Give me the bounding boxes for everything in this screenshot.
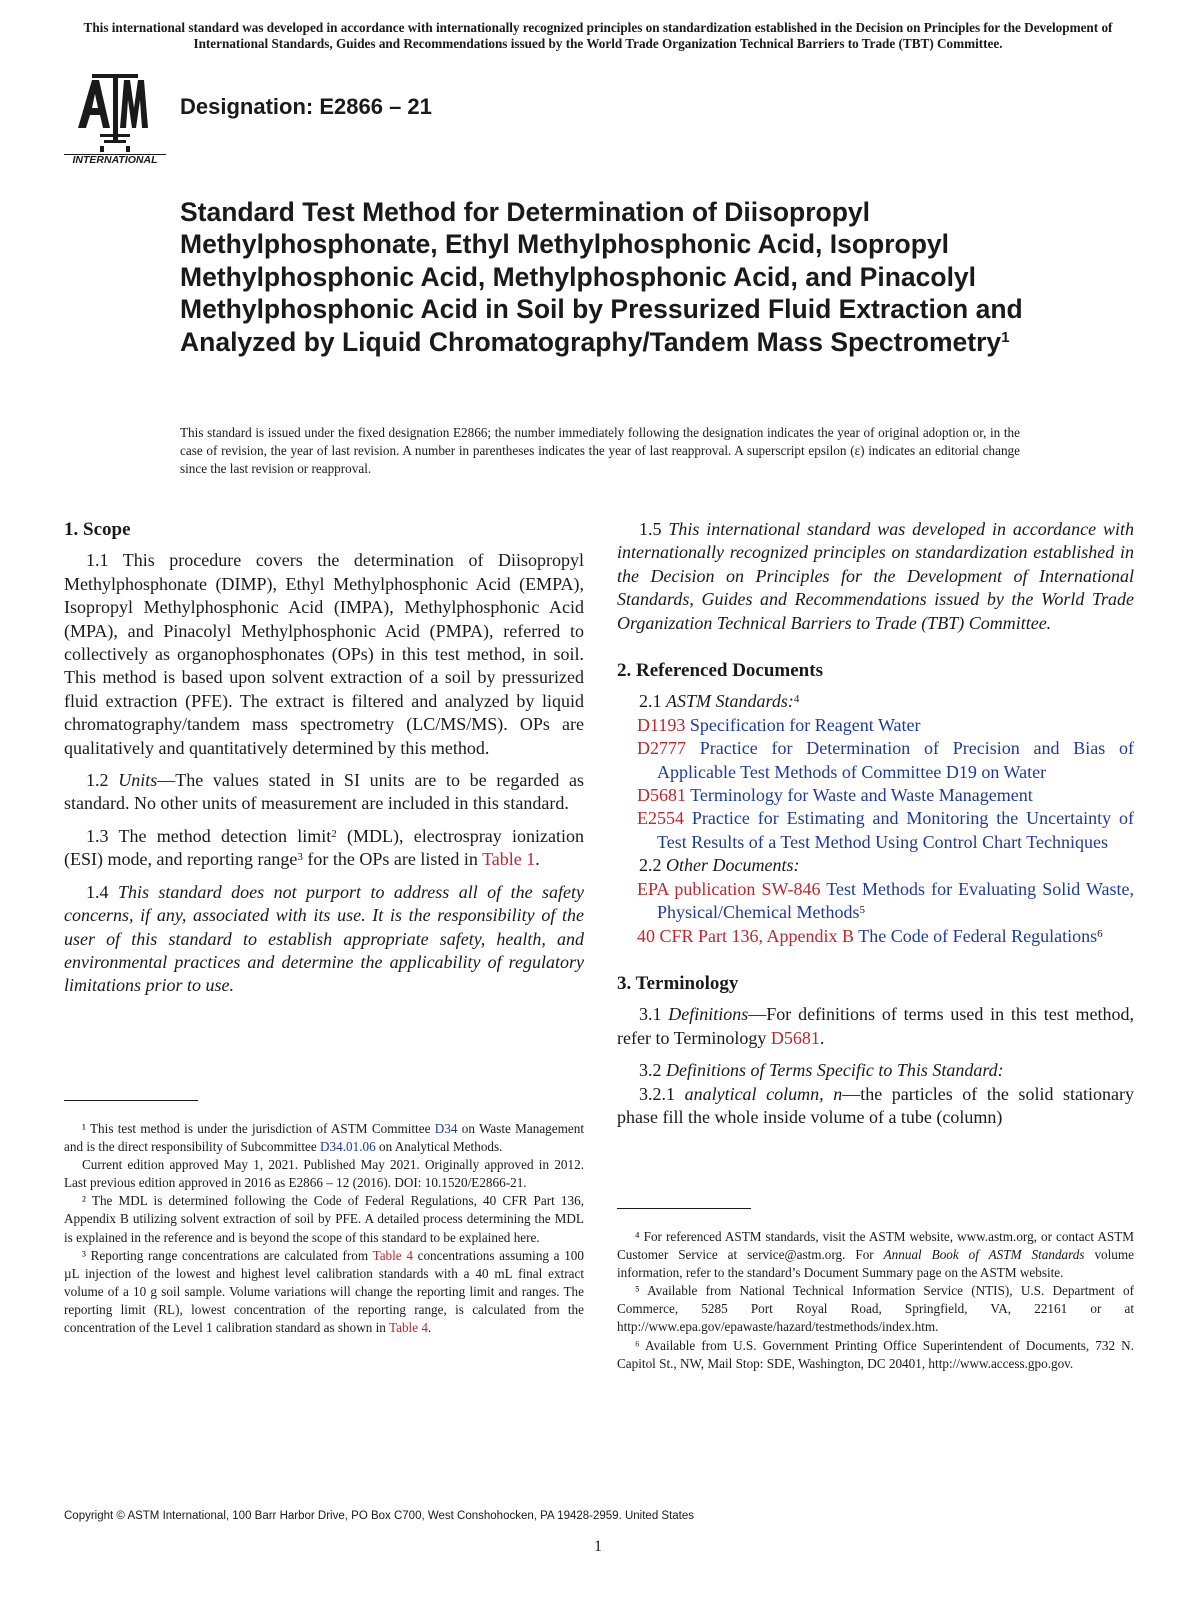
para-1-4 [64, 881, 584, 998]
para-1-2 [64, 769, 584, 816]
para-3-1 [617, 1003, 1134, 1050]
fn-text: on Waste Management and is the direct responsibility of Subcommittee [64, 1121, 584, 1155]
para-text: —The values stated in SI units are to be regarded as standard. No other units of measurement are included in this standard. [64, 770, 585, 814]
ref-code-link[interactable]: D5681 [637, 785, 686, 806]
para-num: 1.2 [86, 770, 119, 791]
para-italic: analytical column, n [684, 1083, 843, 1104]
ref-code-link[interactable]: D2777 [637, 738, 686, 759]
fn-text: volume information, refer to the standard’s Document Summary page on the ASTM website. [617, 1247, 1134, 1281]
document-title [180, 196, 1060, 358]
table-4-link[interactable]: Table 4 [372, 1247, 413, 1263]
footnote-divider-right [617, 1208, 751, 1209]
ref-title-link[interactable]: Terminology for Waste and Waste Management [686, 785, 1033, 806]
fn-italic: Annual Book of ASTM Standards [883, 1247, 1085, 1263]
footnote-3 [64, 1247, 584, 1337]
d34-01-06-link[interactable]: D34.01.06 [320, 1139, 376, 1155]
para-italic: Definitions of Terms Specific to This Standard: [666, 1060, 1004, 1081]
para-num: 3.2 [639, 1060, 666, 1081]
para-text: for the OPs are listed in [302, 849, 483, 870]
para-text: . [535, 849, 540, 870]
fn-text: . [427, 1320, 432, 1336]
ref-title-link[interactable]: Test Methods for Evaluating Solid Waste, Physical/Chemical Methods [657, 878, 1134, 923]
footnote-mark: 5 [859, 904, 865, 917]
footnote-5: ⁵ Available from National Technical Information Service (NTIS), U.S. Department of Commerce, 5285 Port Royal Road, Springfield, VA, 22161 or at http://www.epa.gov/epawaste/hazard/testmethods/index.htm. [617, 1283, 1134, 1335]
logo-subtitle: INTERNATIONAL [72, 154, 158, 164]
ref-item-epa[interactable] [617, 878, 1134, 925]
copyright: Copyright © ASTM International, 100 Barr Harbor Drive, PO Box C700, West Conshohocken, PA 19428-2959. United States [64, 1510, 695, 1522]
ref-title-link[interactable]: The Code of Federal Regulations [854, 925, 1098, 946]
table-1-link[interactable]: Table 1 [482, 849, 536, 870]
footnote-mark: 6 [1097, 927, 1103, 940]
footnote-6: ⁶ Available from U.S. Government Printing Office Superintendent of Documents, 732 N. Capitol St., NW, Mail Stop: SDE, Washington, DC 20401, http://www.access.gpo.gov. [617, 1337, 1134, 1371]
ref-item-d2777[interactable] [617, 737, 1134, 784]
ref-item-cfr[interactable] [617, 925, 1134, 948]
footnotes-right [617, 1228, 1134, 1373]
footnote-1-edition: Current edition approved May 1, 2021. Published May 2021. Originally approved in 2012. Last previous edition approved in 2016 as E2866 – 12 (2016). DOI: 10.1520/E2866-21. [64, 1157, 584, 1191]
astm-logo [62, 70, 168, 164]
ref-item-d5681[interactable] [617, 784, 1134, 807]
fn-text: ¹ This test method is under the jurisdiction of ASTM Committee [82, 1121, 435, 1136]
para-num: 1.5 [639, 519, 669, 539]
fn-text: ³ Reporting range concentrations are calculated from [82, 1247, 373, 1263]
para-italic: ASTM Standards: [666, 691, 794, 712]
ref-code-link[interactable]: EPA publication SW-846 [637, 878, 821, 899]
para-num: 1.4 [86, 881, 118, 902]
designation: Designation: E2866 – 21 [180, 94, 432, 119]
ref-code-link[interactable]: D1193 [637, 714, 686, 735]
terminology-heading: 3. Terminology [617, 972, 739, 994]
para-italic: Definitions [668, 1004, 749, 1025]
para-text: —For definitions of terms used in this test method, refer to Terminology [617, 1004, 1134, 1048]
refdocs-heading: 2. Referenced Documents [617, 660, 823, 682]
footnote-mark: 4 [793, 693, 800, 706]
title-footnote-mark: 1 [1001, 328, 1010, 346]
para-1-3 [64, 825, 584, 872]
issue-note: This standard is issued under the fixed designation E2866; the number immediately following the designation indicates the year of original adoption or, in the case of revision, the year of last revision. A number in parentheses indicates the year of last reapproval. A superscript epsilon (ε) indicates an editorial change since the last revision or reapproval. [180, 425, 1020, 476]
page-number: 1 [594, 1538, 602, 1555]
ref-title-link[interactable]: Practice for Determination of Precision and Bias of Applicable Test Methods of Committee D19 on Water [657, 738, 1134, 782]
para-italic: This standard does not purport to address all of the safety concerns, if any, associated with its use. It is the responsibility of the user of this standard to establish appropriate safety, health, and environmental practices and determine the applicability of regulatory limitations prior to use. [64, 881, 584, 996]
para-3-2 [617, 1059, 1134, 1082]
left-column [64, 518, 584, 998]
table-4-link[interactable]: Table 4 [388, 1320, 428, 1336]
top-notice: This international standard was developed in accordance with internationally recognized principles on standardization established in the Decision on Principles for the Development of International Standards, Guides and Recommendations issued by the World Trade Organization Technical Barriers to Trade (TBT) Committee. [83, 20, 1113, 51]
para-text: 1.3 The method detection limit [86, 825, 332, 846]
para-italic: Other Documents: [666, 855, 800, 876]
title-text: Standard Test Method for Determination of Diisopropyl Methylphosphonate, Ethyl Methylphosphonic Acid, Isopropyl Methylphosphonic Acid, Methylphosphonic Acid, and Pinacolyl Methylphosphonic Acid in Soil by Pressurized Fluid Extraction and Analyzed by Liquid Chromatography/Tandem Mass Spectrometry [180, 197, 1023, 357]
para-text: —the particles of the solid stationary phase fill the whole inside volume of a tube (column) [617, 1083, 1134, 1127]
ref-code-link[interactable]: E2554 [637, 808, 684, 829]
footnotes-left [64, 1120, 584, 1337]
para-2-2 [617, 854, 1134, 877]
fn-text: ⁴ For referenced ASTM standards, visit the ASTM website, www.astm.org, or contact ASTM Customer Service at service@astm.org. For [617, 1229, 1134, 1263]
para-italic: This international standard was developed in accordance with internationally recognized principles on standardization established in the Decision on Principles for the Development of International Standards, Guides and Recommendations issued by the World Trade Organization Technical Barriers to Trade (TBT) Committee. [617, 519, 1134, 633]
ref-title-link[interactable]: Practice for Estimating and Monitoring the Uncertainty of Test Results of a Test Method Using Control Chart Techniques [657, 808, 1134, 852]
scope-heading: 1. Scope [64, 519, 131, 540]
para-num: 2.1 [639, 691, 666, 712]
para-num: 3.1 [639, 1004, 669, 1025]
para-2-1 [617, 690, 1134, 713]
fn-text: concentrations assuming a 100 µL injection of the lowest and highest level calibration standards with a 40 mL final extract volume of a 10 g soil sample. Volume variations will change the reporting limit and ranges. The reporting limit (RL), lowest concentration of the reporting range, is calculated from the concentration of the Level 1 calibration standard as shown in [64, 1247, 584, 1336]
para-italic: Units [118, 770, 158, 791]
footnote-mark: 3 [297, 851, 303, 864]
astm-international-logo-icon [62, 70, 168, 164]
footnote-4 [617, 1228, 1134, 1282]
para-num: 3.2.1 [639, 1083, 685, 1104]
ref-item-d1193[interactable] [617, 714, 1134, 737]
para-1-5 [617, 518, 1134, 635]
para-text: . [819, 1027, 825, 1048]
fn-text: on Analytical Methods. [375, 1139, 503, 1155]
para-num: 2.2 [639, 855, 666, 876]
right-column [617, 518, 1134, 1129]
para-text: (MDL), electrospray ionization (ESI) mode, and reporting range [64, 825, 584, 870]
d5681-link[interactable]: D5681 [770, 1027, 820, 1048]
ref-code-link[interactable]: 40 CFR Part 136, Appendix B [637, 925, 855, 946]
para-1-1: 1.1 This procedure covers the determination of Diisopropyl Methylphosphonate (DIMP), Ethyl Methylphosphonic Acid (EMPA), Isopropyl Methylphosphonic Acid (IMPA), Methylphosphonic Acid (MPA), and Pinacolyl Methylphosphonic Acid (PMPA), referred to collectively as organophosphonates (OPs) in this test method, in soil. This method is based upon solvent extraction of a soil by pressurized fluid extraction (PFE). The extract is filtered and analyzed by liquid chromatography/tandem mass spectrometry (LC/MS/MS). OPs are qualitatively and quantitatively determined by this method. [64, 550, 584, 758]
ref-title-link[interactable]: Specification for Reagent Water [685, 714, 921, 735]
ref-item-e2554[interactable] [617, 807, 1134, 854]
footnote-mark: 2 [331, 827, 337, 840]
d34-link[interactable]: D34 [434, 1121, 458, 1136]
footnote-divider-left [64, 1100, 198, 1101]
footnote-1 [64, 1120, 584, 1156]
para-3-2-1 [617, 1083, 1134, 1130]
footnote-2: ² The MDL is determined following the Code of Federal Regulations, 40 CFR Part 136, Appendix B utilizing solvent extraction of soil by PFE. A detailed process determining the MDL is explained in the reference and is beyond the scope of this standard to be explained here. [64, 1193, 584, 1245]
